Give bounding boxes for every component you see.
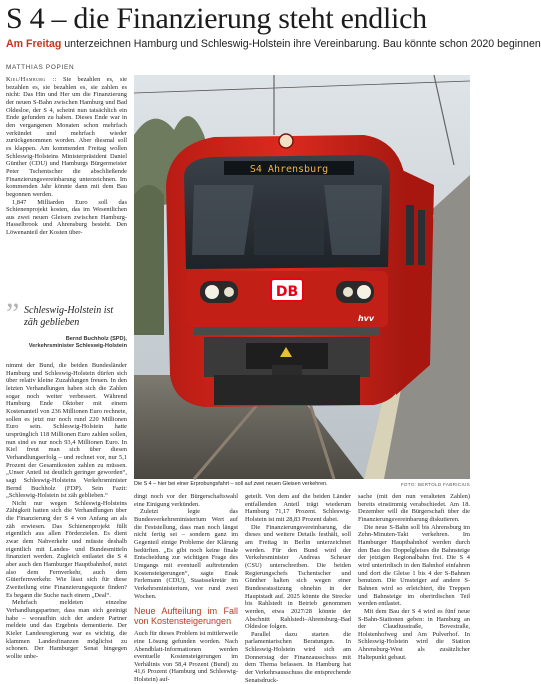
photo-credit: FOTO: BERTOLD FABRICIUS [400, 482, 470, 487]
paragraph [6, 76, 127, 199]
paragraph: geteilt. Von dem auf die beiden Länder entfallenden Anteil trägt wiederum Hamburg 71,17 Prozent. Schleswig-Holstein ist mit 28,83 Prozent dabei. [245, 493, 351, 523]
paragraph: Nicht nur wegen Schleswig-Holsteins Zähigkeit hatten sich die Verhandlungen über die Finanzierung der S 4 von Anfang an als zäh erwiesen. Das Schienenprojekt füllt eigentlich aus allen Förderzielen. Es dient zwar dem Nahverkehr und müsste deshalb eigentlich mit Landes- und Bundesmitteln finanziert werden. Zugleich entlastet die S 4 aber auch den Hamburger Hauptbahnhof, nutzt also dem Fernverkehr, auch dem Güterfernverkehr. Wie lässt sich für diese Zweiteilung eine Finanzierungsquote finden? Es begann die Suche nach einem „Deal“. [6, 499, 127, 599]
subheadline [6, 38, 541, 51]
section-subheading: Neue Aufteilung im Fall von Kostensteigerungen [134, 606, 238, 627]
column-1-top [6, 76, 127, 237]
train-photo [134, 75, 470, 479]
hvv-logo-text: hvv [357, 314, 375, 323]
column-1-bottom [6, 362, 127, 661]
column-3 [245, 493, 351, 684]
paragraph: dingt noch vor der Bürgerschaftswahl eine Einigung verkünden. [134, 493, 238, 508]
db-logo-text: DB [275, 284, 299, 300]
pull-quote-text: Schleswig-Holstein ist zäh geblieben [24, 305, 114, 328]
headline: S 4 – die Finanzierung steht endlich [6, 2, 427, 35]
destination-display: S4 Ahrensburg [249, 164, 329, 175]
paragraph: Parallel dazu starten die parlamentarischen Beratungen. In Schleswig-Holstein wird sich am Donnerstag der Finanzausschuss mit dem Thema befassen. In Hamburg hat der Verkehrsausschuss die entsprechende Senatsdruck- [245, 630, 351, 684]
subheadline-text: unterzeichnen Hamburg und Schleswig-Holstein ihre Vereinbarung. Bau könnte schon 2020 beginnen [61, 38, 541, 50]
byline: MATTHIAS POPIEN [6, 64, 75, 71]
subheadline-lead: Am Freitag [6, 38, 62, 50]
pull-quote-author-name: Bernd Buchholz (SPD), [65, 336, 127, 342]
s-bahn-train-image [134, 75, 470, 479]
paragraph: Die neue S-Bahn soll bis Ahrensburg im Zehn-Minuten-Takt verkehren. Im Hamburger Hauptbahnhof werden durch den Bau des Doppelgleises die Bahnsteige der jetzigen Regionalbahn frei. Die S 4 wird unterirdisch in den Bahnhof einfahren und dort die Gleise 1 bis 4 der S-Bahnen benutzen. Die Umsteiger auf andere S-Bahnen wird so erleichtert, die Treppen und Bahnsteige im oberirdischen Teil werden entlastet. [358, 523, 470, 608]
pull-quote-author [6, 336, 127, 350]
paragraph: 1,847 Milliarden Euro soll das Schienenprojekt kosten, das im Wesentlichen aus zwei neuen Gleisen zwischen Hamburg-Hasselbrook und Ahrensburg besteht. Den Löwenanteil der Kosten über- [6, 198, 127, 237]
pull-quote-author-role: Verkehrsminister Schleswig-Holstein [28, 343, 127, 349]
paragraph: nimmt der Bund, die beiden Bundesländer Hamburg und Schleswig-Holstein dürfen sich über relativ kleine Zuzahlungen freuen. In den letzten Verhandlungen haben sich die Zahlen sogar noch weiter verbessert. Während Hamburg Ende Oktober mit einem Kostenanteil von 236 Millionen Euro rechnete, sollen es jetzt nur noch rund 220 Millionen Euro sein. Schleswig-Holstein hatte ursprünglich 118 Millionen Euro zahlen sollen, nun sind es nur noch 93,4 Millionen Euro. In Kiel freut man sich über diesen Verhandlungserfolg – und rechnet vor, nur 5,1 Prozent der Gesamtkosten zahlen zu müssen. „Unser Anteil ist deutlich geringer geworden“, sagt Schleswig-Holsteins Verkehrsminister Bernd Buchholz (FDP). Sein Fazit: „Schleswig-Holstein ist zäh geblieben.“ [6, 362, 127, 500]
quote-mark-icon: ” [6, 297, 20, 330]
paragraph: Mehrfach meldeten einzelne Verhandlungspartner, dass man sich geeinigt habe – woraufhin sich der andere Partner meldete und das Ergebnis dementierte. Der Kieler Landesregierung war es wichtig, die klammen Landesfinanzen möglichst zu schonen. Der Hamburger Senat hingegen wollte unbe- [6, 599, 127, 660]
dateline: Kiel/Hamburg :: [6, 76, 57, 83]
pull-quote [6, 297, 127, 359]
paragraph: Mit dem Bau der S 4 wird es fünf neue S-Bahn-Stationen geben: in Hamburg an der Claudiusstraße, Bovestraße, Holstenhofweg und Am Pulverhof. In Schleswig-Holstein wird die Station Ahrensburg-West als zusätzlicher Haltepunkt gebaut. [358, 607, 470, 661]
column-4 [358, 493, 470, 661]
paragraph-text: Sie bezahlen es, sie bezahlen es, sie bezahlen es, sie zahlen es nicht: Das Hin und Her um die Finanzierung der neuen S-Bahn zwischen Hamburg und Bad Oldesloe, der S 4, scheint nun tatsächlich ein Ende gefunden zu haben. Dieses Ende war in den vergangenen Monaten schon mehrfach verkündet und mehrfach wieder zurückgenommen worden. Aber diesmal soll es klappen. Am kommenden Freitag wollen Schleswig-Holsteins Ministerpräsident Daniel Günther (CDU) und Hamburgs Bürgermeister Peter Tschentscher die abschließende Finanzierungsvereinbarung unterzeichnen. Im kommenden Jahr könnte dann mit dem Bau begonnen werden. [6, 76, 127, 198]
photo-caption [134, 481, 470, 488]
paragraph: Auch für dieses Problem ist mittlerweile eine Lösung gefunden worden. Nach Abendblatt-Informationen werden eventuelle Kostensteigerungen im Verhältnis von 58,4 Prozent (Bund) zu 41,6 Prozent (Hamburg und Schleswig-Holstein) auf- [134, 630, 238, 684]
paragraph: Die Finanzierungsvereinbarung, die dieses und weitere Details festhält, soll am Freitag in Berlin unterzeichnet werden. Für den Bund wird der Verkehrsminister Andreas Scheuer (CSU) unterschreiben. Die beiden Regierungschefs Tschentscher und Günther halten sich wegen einer Bundesratssitzung ohnehin in der Hauptstadt auf. 2025 könnte die Strecke bis Rahlstedt in Betrieb genommen werden, etwa 2027/28 könnte der Abschnitt Rahlstedt–Ahrensburg–Bad Oldesloe folgen. [245, 523, 351, 631]
column-2 [134, 493, 238, 684]
paragraph: sache (mit den nun veralteten Zahlen) bereits einstimmig verabschiedet. Am 18. Dezember will die Bürgerschaft über die Finanzierungsvereinbarung diskutieren. [358, 493, 470, 523]
photo-caption-text: Die S 4 – hier bei einer Erprobungsfahrt – soll auf zwei neuen Gleisen verkehren. [134, 481, 328, 487]
paragraph: Zuletzt legte das Bundesverkehrsministerium Wert auf die Feststellung, dass man noch längst nicht fertig sei – sondern ganz im Gegenteil einige Probleme der Klärung bedürften. „Es gibt noch keine finale Entscheidung zur wichtigen Frage des Umgangs mit eventuell auftretenden Kostensteigerungen“, sagte Enak Ferlemann (CDU), Staatssekretär im Verkehrsministerium, vor rund zwei Wochen. [134, 508, 238, 600]
